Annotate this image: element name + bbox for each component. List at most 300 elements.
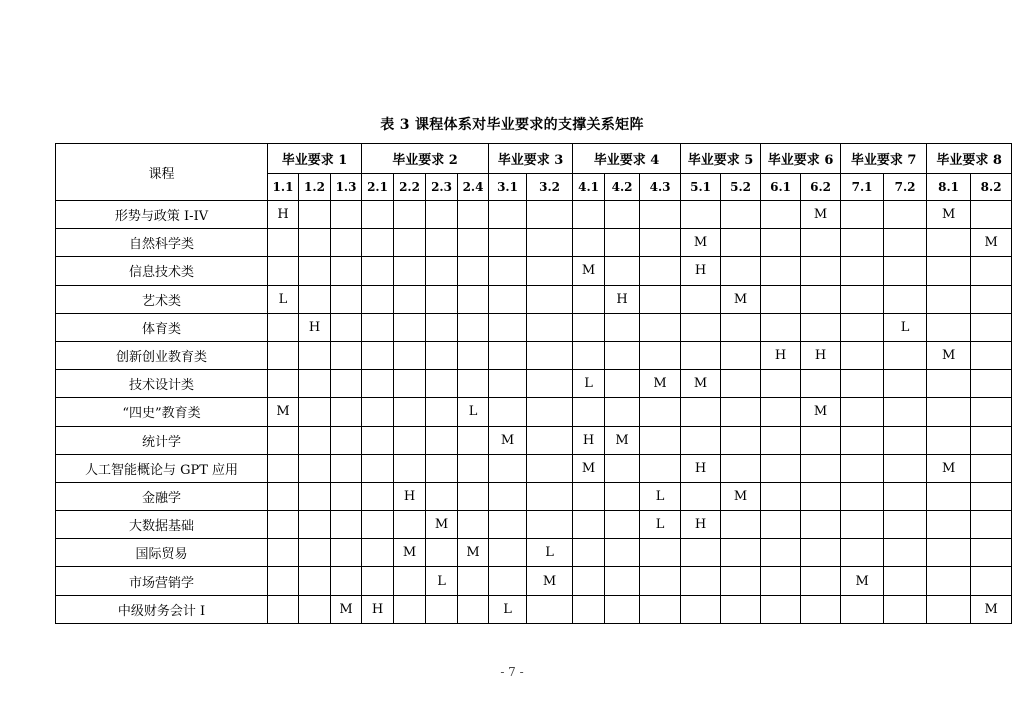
support-level-cell [801, 595, 841, 623]
support-level-cell [841, 454, 884, 482]
support-level-cell [681, 482, 721, 510]
group-header: 毕业要求 4 [573, 144, 681, 174]
support-level-cell [761, 511, 801, 539]
support-level-cell [331, 285, 362, 313]
support-level-cell [721, 341, 761, 369]
support-level-cell [884, 229, 927, 257]
support-level-cell [971, 201, 1012, 229]
support-level-cell [681, 398, 721, 426]
support-level-cell [573, 285, 605, 313]
table-row [56, 285, 1012, 313]
support-level-cell [605, 454, 640, 482]
support-level-cell [640, 567, 681, 595]
support-level-cell [489, 567, 527, 595]
support-level-cell [761, 482, 801, 510]
support-level-cell [761, 567, 801, 595]
support-level-cell [527, 285, 573, 313]
support-level-cell [268, 257, 299, 285]
support-level-cell: H [681, 511, 721, 539]
support-level-cell [362, 539, 394, 567]
support-level-cell [681, 539, 721, 567]
indicator-header: 4.3 [640, 174, 681, 201]
support-level-cell [884, 201, 927, 229]
support-level-cell [426, 426, 458, 454]
support-level-cell [458, 567, 489, 595]
support-level-cell [721, 595, 761, 623]
support-level-cell: L [884, 313, 927, 341]
group-header: 毕业要求 7 [841, 144, 927, 174]
support-level-cell: M [681, 370, 721, 398]
support-level-cell [971, 341, 1012, 369]
support-level-cell [721, 454, 761, 482]
support-level-cell [426, 482, 458, 510]
support-level-cell: M [721, 285, 761, 313]
course-name: 统计学 [56, 426, 268, 454]
support-level-cell [268, 313, 299, 341]
support-level-cell [394, 257, 426, 285]
support-level-cell [458, 285, 489, 313]
support-level-cell: L [268, 285, 299, 313]
table-row [56, 539, 1012, 567]
support-level-cell [426, 454, 458, 482]
support-level-cell [527, 201, 573, 229]
support-level-cell [761, 313, 801, 341]
support-level-cell [884, 341, 927, 369]
support-level-cell [761, 454, 801, 482]
support-level-cell [331, 313, 362, 341]
support-level-cell [362, 257, 394, 285]
support-level-cell [573, 341, 605, 369]
support-level-cell: M [681, 229, 721, 257]
table-row [56, 567, 1012, 595]
support-level-cell [268, 370, 299, 398]
table-row [56, 398, 1012, 426]
support-level-cell [605, 201, 640, 229]
support-level-cell: H [761, 341, 801, 369]
group-header: 毕业要求 6 [761, 144, 841, 174]
support-level-cell [331, 370, 362, 398]
support-level-cell [681, 201, 721, 229]
support-level-cell [927, 313, 971, 341]
course-name: 技术设计类 [56, 370, 268, 398]
support-level-cell [681, 285, 721, 313]
support-level-cell [841, 201, 884, 229]
support-level-cell [640, 285, 681, 313]
support-level-cell [527, 595, 573, 623]
support-level-cell [884, 398, 927, 426]
support-level-cell [573, 511, 605, 539]
support-level-cell [761, 201, 801, 229]
support-level-cell: M [721, 482, 761, 510]
support-level-cell: M [573, 257, 605, 285]
support-level-cell [331, 426, 362, 454]
support-level-cell [426, 370, 458, 398]
support-level-cell [884, 567, 927, 595]
support-level-cell [681, 595, 721, 623]
support-level-cell [721, 370, 761, 398]
support-level-cell [489, 229, 527, 257]
support-level-cell [573, 398, 605, 426]
support-level-cell [605, 229, 640, 257]
support-level-cell [299, 229, 331, 257]
course-name: 自然科学类 [56, 229, 268, 257]
support-level-cell [527, 370, 573, 398]
support-level-cell [268, 454, 299, 482]
course-name: 中级财务会计 I [56, 595, 268, 623]
support-level-cell [605, 482, 640, 510]
indicator-header: 5.1 [681, 174, 721, 201]
support-level-cell [458, 482, 489, 510]
support-level-cell [605, 398, 640, 426]
table-row [56, 257, 1012, 285]
support-level-cell: M [927, 341, 971, 369]
support-level-cell [971, 426, 1012, 454]
support-level-cell [394, 285, 426, 313]
support-level-cell [884, 482, 927, 510]
support-level-cell [299, 370, 331, 398]
support-level-cell [394, 201, 426, 229]
support-level-cell [681, 426, 721, 454]
support-level-cell [362, 313, 394, 341]
support-level-cell [573, 539, 605, 567]
support-level-cell [426, 313, 458, 341]
support-level-cell [394, 567, 426, 595]
support-level-cell [971, 398, 1012, 426]
table-row [56, 229, 1012, 257]
support-level-cell [362, 567, 394, 595]
support-level-cell [884, 595, 927, 623]
support-level-cell [640, 539, 681, 567]
indicator-header: 4.1 [573, 174, 605, 201]
support-level-cell: L [489, 595, 527, 623]
support-level-cell: M [527, 567, 573, 595]
support-level-cell [394, 341, 426, 369]
table-row [56, 370, 1012, 398]
support-level-cell [721, 229, 761, 257]
support-level-cell [331, 341, 362, 369]
support-level-cell [299, 511, 331, 539]
course-name: 形势与政策 I-IV [56, 201, 268, 229]
support-level-cell: H [801, 341, 841, 369]
support-level-cell [841, 595, 884, 623]
support-level-cell [884, 426, 927, 454]
support-level-cell [971, 257, 1012, 285]
support-level-cell [331, 511, 362, 539]
support-level-cell: M [426, 511, 458, 539]
support-level-cell [362, 426, 394, 454]
support-level-cell [489, 454, 527, 482]
group-header: 毕业要求 2 [362, 144, 489, 174]
indicator-header: 2.1 [362, 174, 394, 201]
support-level-cell [971, 539, 1012, 567]
support-level-cell [841, 511, 884, 539]
course-name: 国际贸易 [56, 539, 268, 567]
support-level-cell: M [801, 398, 841, 426]
support-level-cell [927, 482, 971, 510]
support-level-cell [573, 567, 605, 595]
support-level-cell [971, 285, 1012, 313]
support-level-cell: M [640, 370, 681, 398]
support-level-cell [458, 257, 489, 285]
support-level-cell [299, 201, 331, 229]
table-row [56, 341, 1012, 369]
course-name: 金融学 [56, 482, 268, 510]
support-level-cell: L [527, 539, 573, 567]
support-level-cell [394, 595, 426, 623]
support-level-cell [362, 511, 394, 539]
support-level-cell [268, 567, 299, 595]
support-level-cell [527, 454, 573, 482]
indicator-header: 6.2 [801, 174, 841, 201]
course-name: “四史”教育类 [56, 398, 268, 426]
support-level-cell [605, 370, 640, 398]
support-level-cell: H [605, 285, 640, 313]
indicator-header: 7.2 [884, 174, 927, 201]
table-title: 表 3 课程体系对毕业要求的支撑关系矩阵 [380, 117, 644, 133]
course-name: 体育类 [56, 313, 268, 341]
support-level-cell [640, 595, 681, 623]
support-level-cell [331, 398, 362, 426]
support-level-cell [362, 398, 394, 426]
support-level-cell [605, 539, 640, 567]
group-header: 毕业要求 1 [268, 144, 362, 174]
support-level-cell [426, 539, 458, 567]
support-level-cell: L [573, 370, 605, 398]
support-level-cell [394, 511, 426, 539]
support-level-cell [268, 229, 299, 257]
support-level-cell [801, 257, 841, 285]
support-level-cell [640, 257, 681, 285]
support-level-cell [761, 539, 801, 567]
support-level-cell [801, 539, 841, 567]
support-level-cell [761, 285, 801, 313]
support-level-cell [801, 511, 841, 539]
support-level-cell [841, 398, 884, 426]
course-name: 信息技术类 [56, 257, 268, 285]
support-level-cell: M [971, 229, 1012, 257]
support-level-cell [299, 482, 331, 510]
course-column-header: 课程 [56, 144, 268, 201]
support-level-cell [527, 341, 573, 369]
support-level-cell [971, 482, 1012, 510]
support-level-cell [268, 482, 299, 510]
support-level-cell [605, 313, 640, 341]
support-level-cell: M [971, 595, 1012, 623]
support-level-cell: H [681, 454, 721, 482]
support-level-cell [426, 285, 458, 313]
support-level-cell [299, 257, 331, 285]
group-header: 毕业要求 8 [927, 144, 1012, 174]
support-level-cell [761, 229, 801, 257]
support-level-cell: M [331, 595, 362, 623]
support-level-cell [681, 567, 721, 595]
support-level-cell [426, 201, 458, 229]
support-level-cell [458, 511, 489, 539]
support-level-cell [527, 426, 573, 454]
support-level-cell [884, 511, 927, 539]
support-level-cell [394, 313, 426, 341]
support-level-cell [489, 370, 527, 398]
support-level-cell [884, 539, 927, 567]
support-level-cell [299, 595, 331, 623]
support-level-cell [640, 313, 681, 341]
support-level-cell [362, 482, 394, 510]
support-level-cell [927, 567, 971, 595]
support-level-cell [721, 313, 761, 341]
support-level-cell [299, 539, 331, 567]
support-level-cell [605, 511, 640, 539]
table-row [56, 201, 1012, 229]
support-level-cell [927, 370, 971, 398]
support-level-cell [458, 426, 489, 454]
support-level-cell [527, 257, 573, 285]
support-level-cell: H [362, 595, 394, 623]
support-level-cell: L [426, 567, 458, 595]
support-level-cell [927, 257, 971, 285]
support-level-cell [927, 595, 971, 623]
support-level-cell [458, 229, 489, 257]
support-level-cell [426, 595, 458, 623]
support-level-cell [331, 201, 362, 229]
support-level-cell [331, 482, 362, 510]
support-level-cell [884, 454, 927, 482]
indicator-header: 1.2 [299, 174, 331, 201]
support-level-cell [640, 454, 681, 482]
support-level-cell [884, 257, 927, 285]
support-level-cell [801, 454, 841, 482]
support-level-cell [489, 313, 527, 341]
support-level-cell [458, 313, 489, 341]
support-level-cell [527, 482, 573, 510]
support-level-cell [761, 595, 801, 623]
support-level-cell [841, 285, 884, 313]
support-level-cell [640, 201, 681, 229]
indicator-header: 2.4 [458, 174, 489, 201]
support-level-cell [927, 511, 971, 539]
support-level-cell [268, 595, 299, 623]
support-level-cell [362, 285, 394, 313]
indicator-header: 3.2 [527, 174, 573, 201]
support-level-cell: M [927, 201, 971, 229]
table-row [56, 313, 1012, 341]
support-level-cell: M [605, 426, 640, 454]
support-level-cell [761, 257, 801, 285]
support-level-cell [841, 313, 884, 341]
support-level-cell: M [489, 426, 527, 454]
support-level-cell [971, 511, 1012, 539]
support-level-cell [927, 539, 971, 567]
support-level-cell [426, 398, 458, 426]
support-level-cell: H [681, 257, 721, 285]
group-header: 毕业要求 5 [681, 144, 761, 174]
support-level-cell [458, 370, 489, 398]
indicator-header: 8.2 [971, 174, 1012, 201]
support-level-cell [394, 398, 426, 426]
support-level-cell [573, 201, 605, 229]
support-level-cell [927, 398, 971, 426]
support-level-cell [605, 567, 640, 595]
support-level-cell: M [394, 539, 426, 567]
indicator-header: 1.3 [331, 174, 362, 201]
support-level-cell: M [458, 539, 489, 567]
support-level-cell [971, 370, 1012, 398]
course-name: 市场营销学 [56, 567, 268, 595]
table-row [56, 595, 1012, 623]
support-level-cell [268, 426, 299, 454]
support-level-cell [426, 341, 458, 369]
course-name: 艺术类 [56, 285, 268, 313]
support-level-cell [299, 426, 331, 454]
support-level-cell [761, 398, 801, 426]
table-row [56, 482, 1012, 510]
support-level-cell [801, 229, 841, 257]
support-level-cell [573, 313, 605, 341]
support-level-cell [299, 285, 331, 313]
support-level-cell [489, 539, 527, 567]
support-level-cell: L [458, 398, 489, 426]
support-level-cell [299, 398, 331, 426]
support-level-cell [801, 285, 841, 313]
support-level-cell [362, 229, 394, 257]
support-level-cell: H [394, 482, 426, 510]
support-level-cell [605, 595, 640, 623]
support-level-cell [841, 426, 884, 454]
support-level-cell [841, 257, 884, 285]
support-level-cell [489, 341, 527, 369]
support-level-cell [489, 285, 527, 313]
support-level-cell [801, 370, 841, 398]
support-level-cell: M [927, 454, 971, 482]
support-level-cell [605, 257, 640, 285]
support-level-cell [331, 454, 362, 482]
support-level-cell [841, 539, 884, 567]
support-level-cell [971, 454, 1012, 482]
support-level-cell [331, 229, 362, 257]
support-level-cell [362, 454, 394, 482]
support-level-cell [394, 454, 426, 482]
support-level-cell [299, 454, 331, 482]
support-level-cell [801, 482, 841, 510]
support-level-cell [362, 370, 394, 398]
support-level-cell [489, 511, 527, 539]
support-level-cell [362, 341, 394, 369]
support-level-cell: M [268, 398, 299, 426]
support-level-cell [841, 229, 884, 257]
support-level-cell [573, 229, 605, 257]
support-level-cell [801, 567, 841, 595]
support-level-cell [573, 595, 605, 623]
course-name: 大数据基础 [56, 511, 268, 539]
support-level-cell [527, 511, 573, 539]
support-level-cell: H [573, 426, 605, 454]
support-level-cell: L [640, 511, 681, 539]
support-level-cell [841, 482, 884, 510]
support-level-cell [489, 257, 527, 285]
support-level-cell [489, 482, 527, 510]
support-level-cell [299, 341, 331, 369]
indicator-header: 7.1 [841, 174, 884, 201]
support-level-cell [268, 511, 299, 539]
support-level-cell [268, 341, 299, 369]
support-level-cell [761, 370, 801, 398]
support-level-cell [640, 426, 681, 454]
indicator-header: 3.1 [489, 174, 527, 201]
support-level-cell [927, 285, 971, 313]
support-level-cell [527, 229, 573, 257]
support-level-cell [489, 398, 527, 426]
support-level-cell [884, 285, 927, 313]
support-level-cell [884, 370, 927, 398]
